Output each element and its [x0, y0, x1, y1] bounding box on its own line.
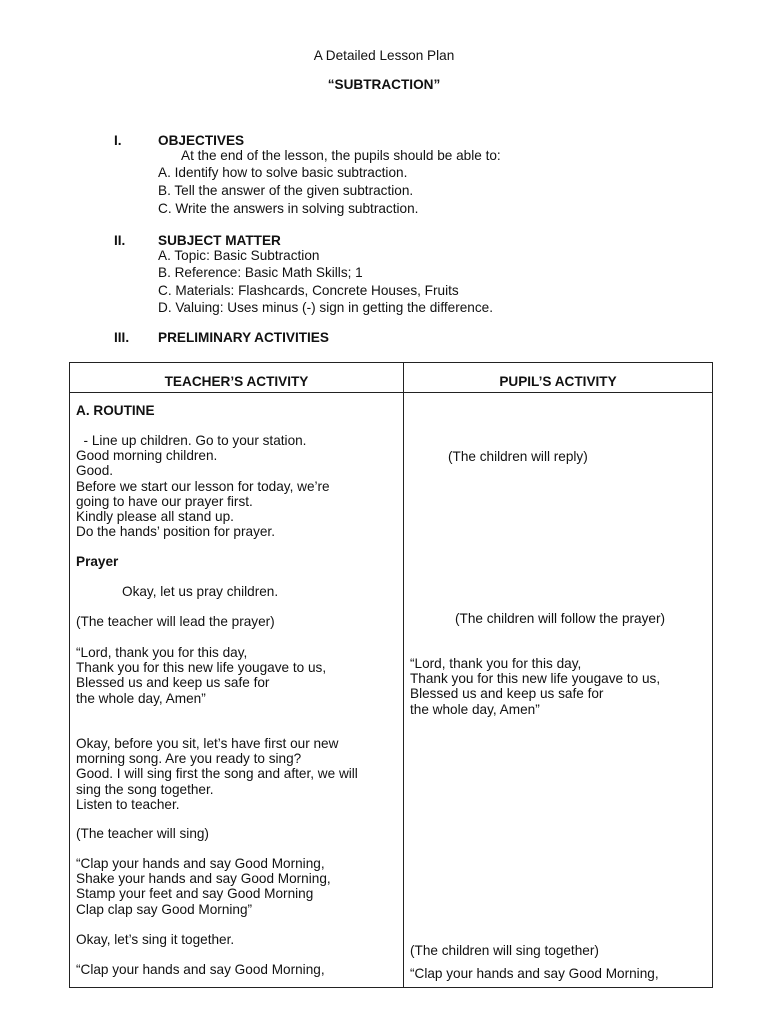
teacher-pray-line: Okay, let us pray children. [122, 584, 279, 599]
teacher-line: morning song. Are you ready to sing? [76, 751, 302, 767]
teacher-sing-line: (The teacher will sing) [76, 826, 209, 841]
prayer-heading: Prayer [76, 554, 119, 569]
objective-item: C. Write the answers in solving subtraction. [158, 201, 419, 216]
teacher-line: Good. [76, 463, 114, 479]
teacher-activity-header: TEACHER’S ACTIVITY [164, 374, 309, 389]
teacher-last-line: “Clap your hands and say Good Morning, [76, 962, 325, 977]
objectives-heading: OBJECTIVES [158, 133, 245, 148]
pupil-follow-prayer: (The children will follow the prayer) [455, 611, 666, 626]
teacher-line: “Clap your hands and say Good Morning, [76, 856, 325, 871]
teacher-line: sing the song together. [76, 781, 214, 797]
teacher-song-intro-block [76, 736, 358, 812]
pupil-sing-together: (The children will sing together) [410, 943, 599, 958]
preliminary-heading: PRELIMINARY ACTIVITIES [158, 330, 329, 345]
pupil-prayer-block [410, 656, 660, 717]
objective-item: B. Tell the answer of the given subtraction. [158, 183, 414, 198]
column-divider [403, 363, 404, 987]
teacher-line: Clap clap say Good Morning” [76, 901, 253, 917]
teacher-line: Listen to teacher. [76, 796, 180, 812]
teacher-line: Good. I will sing first the song and after, we will [76, 766, 358, 782]
pupil-activity-header: PUPIL’S ACTIVITY [499, 374, 617, 389]
pupil-last-line: “Clap your hands and say Good Morning, [410, 966, 659, 981]
preliminary-number: III. [114, 330, 130, 345]
teacher-line: Do the hands’ position for prayer. [76, 524, 275, 540]
objective-item: A. Identify how to solve basic subtraction. [158, 165, 408, 180]
teacher-line: Stamp your feet and say Good Morning [76, 886, 314, 902]
teacher-line: - Line up children. Go to your station. [76, 433, 307, 448]
teacher-line: Blessed us and keep us safe for [76, 675, 270, 691]
teacher-line: Thank you for this new life yougave to us, [76, 660, 327, 676]
teacher-line: Okay, before you sit, let’s have first our new [76, 736, 339, 751]
subject-matter-item: D. Valuing: Uses minus (-) sign in getting the difference. [158, 300, 493, 315]
document-title: A Detailed Lesson Plan [313, 48, 455, 63]
teacher-line: Kindly please all stand up. [76, 508, 234, 524]
header-divider [70, 392, 712, 393]
subject-matter-item: C. Materials: Flashcards, Concrete Houses, Fruits [158, 283, 459, 298]
teacher-line: the whole day, Amen” [76, 690, 206, 706]
pupil-line: “Lord, thank you for this day, [410, 656, 582, 671]
teacher-prayer-block [76, 645, 326, 706]
teacher-together-line: Okay, let’s sing it together. [76, 932, 235, 947]
pupil-line: Thank you for this new life yougave to us, [410, 671, 661, 687]
document-subject: “SUBTRACTION” [327, 77, 441, 92]
teacher-routine-block [76, 433, 330, 539]
pupil-reply: (The children will reply) [448, 449, 588, 464]
teacher-line: Good morning children. [76, 448, 218, 464]
teacher-line: “Lord, thank you for this day, [76, 645, 248, 660]
routine-heading: A. ROUTINE [76, 403, 155, 418]
activity-table [69, 362, 713, 988]
objectives-intro: At the end of the lesson, the pupils should be able to: [181, 148, 501, 163]
teacher-song-block [76, 856, 331, 917]
teacher-line: Shake your hands and say Good Morning, [76, 871, 331, 887]
subject-matter-number: II. [114, 233, 126, 248]
teacher-line: Before we start our lesson for today, we’re [76, 478, 330, 494]
objectives-number: I. [114, 133, 122, 148]
subject-matter-item: A. Topic: Basic Subtraction [158, 248, 320, 263]
teacher-line: going to have our prayer first. [76, 493, 253, 509]
pupil-line: Blessed us and keep us safe for [410, 686, 604, 702]
teacher-lead-prayer: (The teacher will lead the prayer) [76, 614, 275, 629]
subject-matter-item: B. Reference: Basic Math Skills; 1 [158, 265, 363, 280]
pupil-line: the whole day, Amen” [410, 701, 540, 717]
subject-matter-heading: SUBJECT MATTER [158, 233, 281, 248]
